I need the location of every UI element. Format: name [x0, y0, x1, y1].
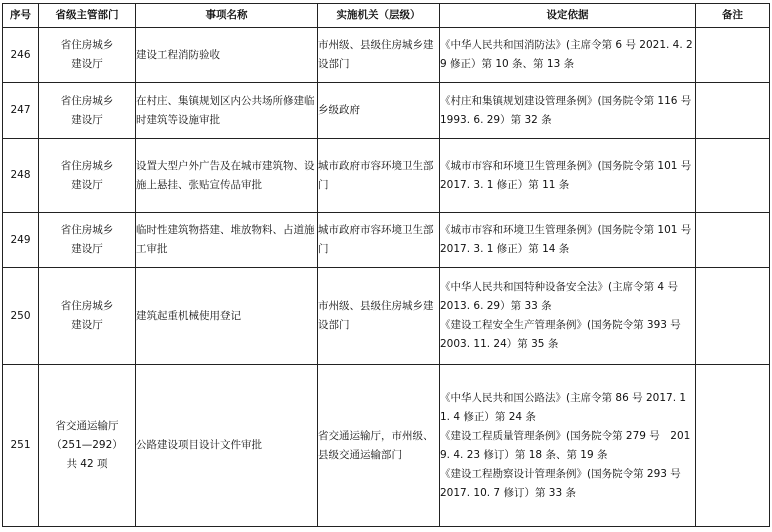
row-dept: 省住房城乡 建设厅	[39, 213, 136, 268]
row-item: 临时性建筑物搭建、堆放物料、占道施工审批	[136, 213, 318, 268]
header-no: 序号	[3, 4, 39, 28]
row-basis: 《中华人民共和国消防法》(主席令第 6 号 2021. 4. 29 修正）第 10 条、第 13 条	[440, 28, 696, 83]
row-item: 在村庄、集镇规划区内公共场所修建临时建筑等设施审批	[136, 83, 318, 139]
row-item: 公路建设项目设计文件审批	[136, 365, 318, 527]
row-basis: 《中华人民共和国特种设备安全法》(主席令第 4 号 2013. 6. 29）第 33 条 《建设工程安全生产管理条例》(国务院令第 393 号 2003. 11. 24）第 35 条	[440, 268, 696, 365]
table-row	[3, 365, 770, 527]
row-org: 城市政府市容环境卫生部门	[318, 213, 440, 268]
row-dept: 省住房城乡 建设厅	[39, 83, 136, 139]
row-dept: 省交通运输厅 （251—292） 共 42 项	[39, 365, 136, 527]
row-no: 247	[3, 83, 39, 139]
header-org: 实施机关（层级）	[318, 4, 440, 28]
row-item: 建设工程消防验收	[136, 28, 318, 83]
header-dept: 省级主管部门	[39, 4, 136, 28]
row-org: 城市政府市容环境卫生部门	[318, 139, 440, 213]
table-row	[3, 28, 770, 83]
row-item: 建筑起重机械使用登记	[136, 268, 318, 365]
row-org: 乡级政府	[318, 83, 440, 139]
row-no: 246	[3, 28, 39, 83]
row-note	[696, 139, 770, 213]
table-row	[3, 139, 770, 213]
row-note	[696, 28, 770, 83]
row-dept: 省住房城乡 建设厅	[39, 139, 136, 213]
row-no: 250	[3, 268, 39, 365]
row-no: 248	[3, 139, 39, 213]
header-item: 事项名称	[136, 4, 318, 28]
row-org: 市州级、县级住房城乡建设部门	[318, 28, 440, 83]
row-item: 设置大型户外广告及在城市建筑物、设施上悬挂、张贴宣传品审批	[136, 139, 318, 213]
approval-items-table	[2, 3, 770, 527]
row-org: 市州级、县级住房城乡建设部门	[318, 268, 440, 365]
row-basis: 《村庄和集镇规划建设管理条例》(国务院令第 116 号 1993. 6. 29）第 32 条	[440, 83, 696, 139]
row-note	[696, 213, 770, 268]
table-header-row	[3, 4, 770, 28]
row-dept: 省住房城乡 建设厅	[39, 28, 136, 83]
row-note	[696, 83, 770, 139]
row-org: 省交通运输厅，市州级、县级交通运输部门	[318, 365, 440, 527]
row-dept: 省住房城乡 建设厅	[39, 268, 136, 365]
header-note: 备注	[696, 4, 770, 28]
row-no: 249	[3, 213, 39, 268]
row-basis: 《城市市容和环境卫生管理条例》(国务院令第 101 号 2017. 3. 1 修正）第 14 条	[440, 213, 696, 268]
row-no: 251	[3, 365, 39, 527]
table-row	[3, 83, 770, 139]
table-row	[3, 268, 770, 365]
row-note	[696, 365, 770, 527]
table-row	[3, 213, 770, 268]
row-basis: 《城市市容和环境卫生管理条例》(国务院令第 101 号 2017. 3. 1 修正）第 11 条	[440, 139, 696, 213]
row-note	[696, 268, 770, 365]
row-basis: 《中华人民共和国公路法》(主席令第 86 号 2017. 11. 4 修正）第 24 条 《建设工程质量管理条例》(国务院令第 279 号 2019. 4. 23 修订）第 18 条、第 19 条 《建设工程勘察设计管理条例》(国务院令第 293 号 2017. 10. 7 修订）第 33 条	[440, 365, 696, 527]
header-basis: 设定依据	[440, 4, 696, 28]
